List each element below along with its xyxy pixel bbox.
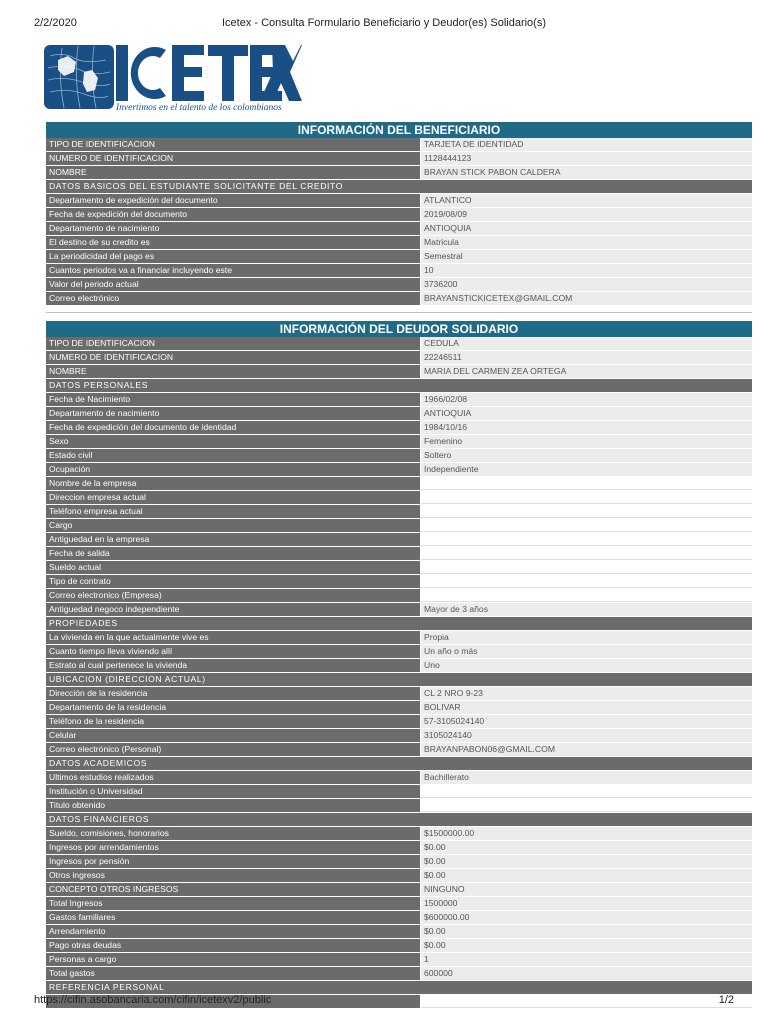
table-row [46, 138, 752, 152]
deudor-title: INFORMACIÓN DEL DEUDOR SOLIDARIO [46, 321, 752, 337]
section-header [46, 981, 752, 995]
table-row [46, 449, 752, 463]
field-value: CL 2 NRO 9-23 [421, 687, 752, 700]
field-label: Celular [46, 729, 421, 742]
table-row [46, 575, 752, 589]
field-label: Gastos familiares [46, 911, 421, 924]
field-value: 22246511 [421, 351, 752, 364]
section-header [46, 180, 752, 194]
field-label: Correo electronico (Empresa) [46, 589, 421, 602]
section-label: DATOS BASICOS DEL ESTUDIANTE SOLICITANTE DEL CREDITO [46, 180, 752, 193]
field-label: Fecha de expedición del documento [46, 208, 421, 221]
field-label: Sueldo actual [46, 561, 421, 574]
field-label: Ingresos por pensión [46, 855, 421, 868]
table-row [46, 292, 752, 306]
beneficiario-table [46, 122, 752, 306]
field-value: $0.00 [421, 855, 752, 868]
field-label: Teléfono empresa actual [46, 505, 421, 518]
beneficiario-rows [46, 138, 752, 306]
field-value: 57-3105024140 [421, 715, 752, 728]
field-label: Otros ingresos [46, 869, 421, 882]
field-label: Departamento de nacimiento [46, 222, 421, 235]
field-label: Arrendamiento [46, 925, 421, 938]
table-row [46, 729, 752, 743]
field-value [421, 547, 752, 560]
field-value [421, 533, 752, 546]
table-row [46, 365, 752, 379]
table-row [46, 407, 752, 421]
beneficiario-title: INFORMACIÓN DEL BENEFICIARIO [46, 122, 752, 138]
table-row [46, 547, 752, 561]
deudor-rows [46, 337, 752, 1009]
field-label: Sexo [46, 435, 421, 448]
table-row [46, 463, 752, 477]
logo-tagline: Invertimos en el talento de los colombianos [116, 103, 282, 113]
field-label: Pago otras deudas [46, 939, 421, 952]
field-label: Teléfono de la residencia [46, 715, 421, 728]
print-footer-url: https://cifin.asobancaria.com/cifin/icetexv2/public [34, 994, 272, 1006]
field-value [421, 589, 752, 602]
field-label: Total Ingresos [46, 897, 421, 910]
section-header [46, 757, 752, 771]
print-header [0, 0, 768, 36]
section-header [46, 379, 752, 393]
field-value: ANTIOQUIA [421, 222, 752, 235]
field-value [421, 519, 752, 532]
field-label: Departamento de la residencia [46, 701, 421, 714]
deudor-table [46, 321, 752, 1009]
field-label: El destino de su credito es [46, 236, 421, 249]
field-label: Total gastos [46, 967, 421, 980]
table-row [46, 351, 752, 365]
field-value [421, 561, 752, 574]
field-value: Bachillerato [421, 771, 752, 784]
field-label: Tipo de contrato [46, 575, 421, 588]
table-row [46, 841, 752, 855]
field-label: Antiguedad en la empresa [46, 533, 421, 546]
table-row [46, 208, 752, 222]
field-value: 1 [421, 953, 752, 966]
field-label: TIPO DE IDENTIFICACION [46, 337, 421, 350]
section-label: UBICACION (DIRECCION ACTUAL) [46, 673, 752, 686]
field-label: Departamento de expedición del documento [46, 194, 421, 207]
table-row [46, 589, 752, 603]
field-label: Correo electrónico (Personal) [46, 743, 421, 756]
table-row [46, 827, 752, 841]
section-separator [46, 312, 752, 313]
field-value: Mayor de 3 años [421, 603, 752, 616]
field-value: CEDULA [421, 337, 752, 350]
table-row [46, 785, 752, 799]
field-value [421, 477, 752, 490]
field-value: 2019/08/09 [421, 208, 752, 221]
field-value: TARJETA DE IDENTIDAD [421, 138, 752, 151]
table-row [46, 603, 752, 617]
table-row [46, 222, 752, 236]
table-row [46, 743, 752, 757]
table-row [46, 869, 752, 883]
field-value: ANTIOQUIA [421, 407, 752, 420]
field-value: BRAYANPABON06@GMAIL.COM [421, 743, 752, 756]
field-label: Direccion empresa actual [46, 491, 421, 504]
field-label: Estado civil [46, 449, 421, 462]
icetex-logo [44, 42, 302, 114]
field-value: $0.00 [421, 869, 752, 882]
field-label: NUMERO DE IDENTIFICACION [46, 351, 421, 364]
field-value [421, 575, 752, 588]
field-value: Semestral [421, 250, 752, 263]
field-value: Matricula [421, 236, 752, 249]
field-label: Antiguedad negoco independiente [46, 603, 421, 616]
field-label: Ultimos estudios realizados [46, 771, 421, 784]
field-value: 1966/02/08 [421, 393, 752, 406]
table-row [46, 659, 752, 673]
field-value: ATLANTICO [421, 194, 752, 207]
print-title: Icetex - Consulta Formulario Beneficiario y Deudor(es) Solidario(s) [221, 17, 546, 29]
field-label: CONCEPTO OTROS INGRESOS [46, 883, 421, 896]
field-value [421, 995, 752, 1008]
table-row [46, 883, 752, 897]
field-label: Dirección de la residencia [46, 687, 421, 700]
table-row [46, 194, 752, 208]
section-label: DATOS ACADEMICOS [46, 757, 752, 770]
section-label: DATOS PERSONALES [46, 379, 752, 392]
section-header [46, 617, 752, 631]
table-row [46, 337, 752, 351]
table-row [46, 435, 752, 449]
table-row [46, 250, 752, 264]
field-value: 1128444123 [421, 152, 752, 165]
table-row [46, 236, 752, 250]
field-label: Correo electrónico [46, 292, 421, 305]
field-value: 3736200 [421, 278, 752, 291]
field-value: Femenino [421, 435, 752, 448]
table-row [46, 166, 752, 180]
field-value: Propia [421, 631, 752, 644]
section-header [46, 673, 752, 687]
print-date: 2/2/2020 [34, 17, 77, 29]
table-row [46, 505, 752, 519]
table-row [46, 967, 752, 981]
table-row [46, 477, 752, 491]
field-value: 1500000 [421, 897, 752, 910]
print-footer-page: 1/2 [718, 994, 734, 1006]
table-row [46, 631, 752, 645]
field-value: $0.00 [421, 939, 752, 952]
section-label: DATOS FINANCIEROS [46, 813, 752, 826]
field-value: $0.00 [421, 841, 752, 854]
field-value: $600000.00 [421, 911, 752, 924]
field-label: Fecha de expedición del documento de identidad [46, 421, 421, 434]
field-value: BRAYANSTICKICETEX@GMAIL.COM [421, 292, 752, 305]
table-row [46, 925, 752, 939]
field-value: 10 [421, 264, 752, 277]
field-value: Uno [421, 659, 752, 672]
field-value: 3105024140 [421, 729, 752, 742]
field-value: BOLIVAR [421, 701, 752, 714]
field-label: Fecha de salida [46, 547, 421, 560]
field-value: Soltero [421, 449, 752, 462]
field-value: $1500000.00 [421, 827, 752, 840]
field-value: NINGUNO [421, 883, 752, 896]
field-value: 600000 [421, 967, 752, 980]
field-label: Titulo obtenido [46, 799, 421, 812]
table-row [46, 687, 752, 701]
field-label: Cargo [46, 519, 421, 532]
table-row [46, 771, 752, 785]
table-row [46, 278, 752, 292]
field-value [421, 785, 752, 798]
table-row [46, 533, 752, 547]
table-row [46, 491, 752, 505]
field-label: Departamento de nacimiento [46, 407, 421, 420]
field-value [421, 491, 752, 504]
field-label: Institución o Universidad [46, 785, 421, 798]
field-label: NUMERO DE IDENTIFICACION [46, 152, 421, 165]
field-value [421, 505, 752, 518]
table-row [46, 911, 752, 925]
table-row [46, 897, 752, 911]
field-label: Ingresos por arrendamientos [46, 841, 421, 854]
field-value: Independiente [421, 463, 752, 476]
field-value [421, 799, 752, 812]
field-label: NOMBRE [46, 166, 421, 179]
field-value: Un año o más [421, 645, 752, 658]
table-row [46, 715, 752, 729]
field-label: Personas a cargo [46, 953, 421, 966]
field-label: TIPO DE IDENTIFICACION [46, 138, 421, 151]
field-label: La periodicidad del pago es [46, 250, 421, 263]
field-label: Cuanto tiempo lleva viviendo allí [46, 645, 421, 658]
field-label: La vivienda en la que actualmente vive es [46, 631, 421, 644]
field-label: NOMBRE [46, 365, 421, 378]
icetex-logo-graphic [44, 42, 302, 114]
field-label: Cuantos periodos va a financiar incluyendo este [46, 264, 421, 277]
field-label: Nombre de la empresa [46, 477, 421, 490]
field-label: Valor del periodo actual [46, 278, 421, 291]
table-row [46, 264, 752, 278]
field-value: 1984/10/16 [421, 421, 752, 434]
table-row [46, 855, 752, 869]
field-value: BRAYAN STICK PABON CALDERA [421, 166, 752, 179]
section-label: PROPIEDADES [46, 617, 752, 630]
field-label: Ocupación [46, 463, 421, 476]
table-row [46, 393, 752, 407]
field-label: Sueldo, comisiones, honorarios [46, 827, 421, 840]
field-label: Estrato al cual pertenece la vivienda [46, 659, 421, 672]
section-header [46, 813, 752, 827]
table-row [46, 645, 752, 659]
field-value: $0.00 [421, 925, 752, 938]
table-row [46, 519, 752, 533]
section-label: REFERENCIA PERSONAL [46, 981, 752, 994]
table-row [46, 701, 752, 715]
table-row [46, 799, 752, 813]
field-label: Fecha de Nacimiento [46, 393, 421, 406]
field-value: MARIA DEL CARMEN ZEA ORTEGA [421, 365, 752, 378]
table-row [46, 561, 752, 575]
table-row [46, 939, 752, 953]
table-row [46, 953, 752, 967]
table-row [46, 152, 752, 166]
table-row [46, 421, 752, 435]
